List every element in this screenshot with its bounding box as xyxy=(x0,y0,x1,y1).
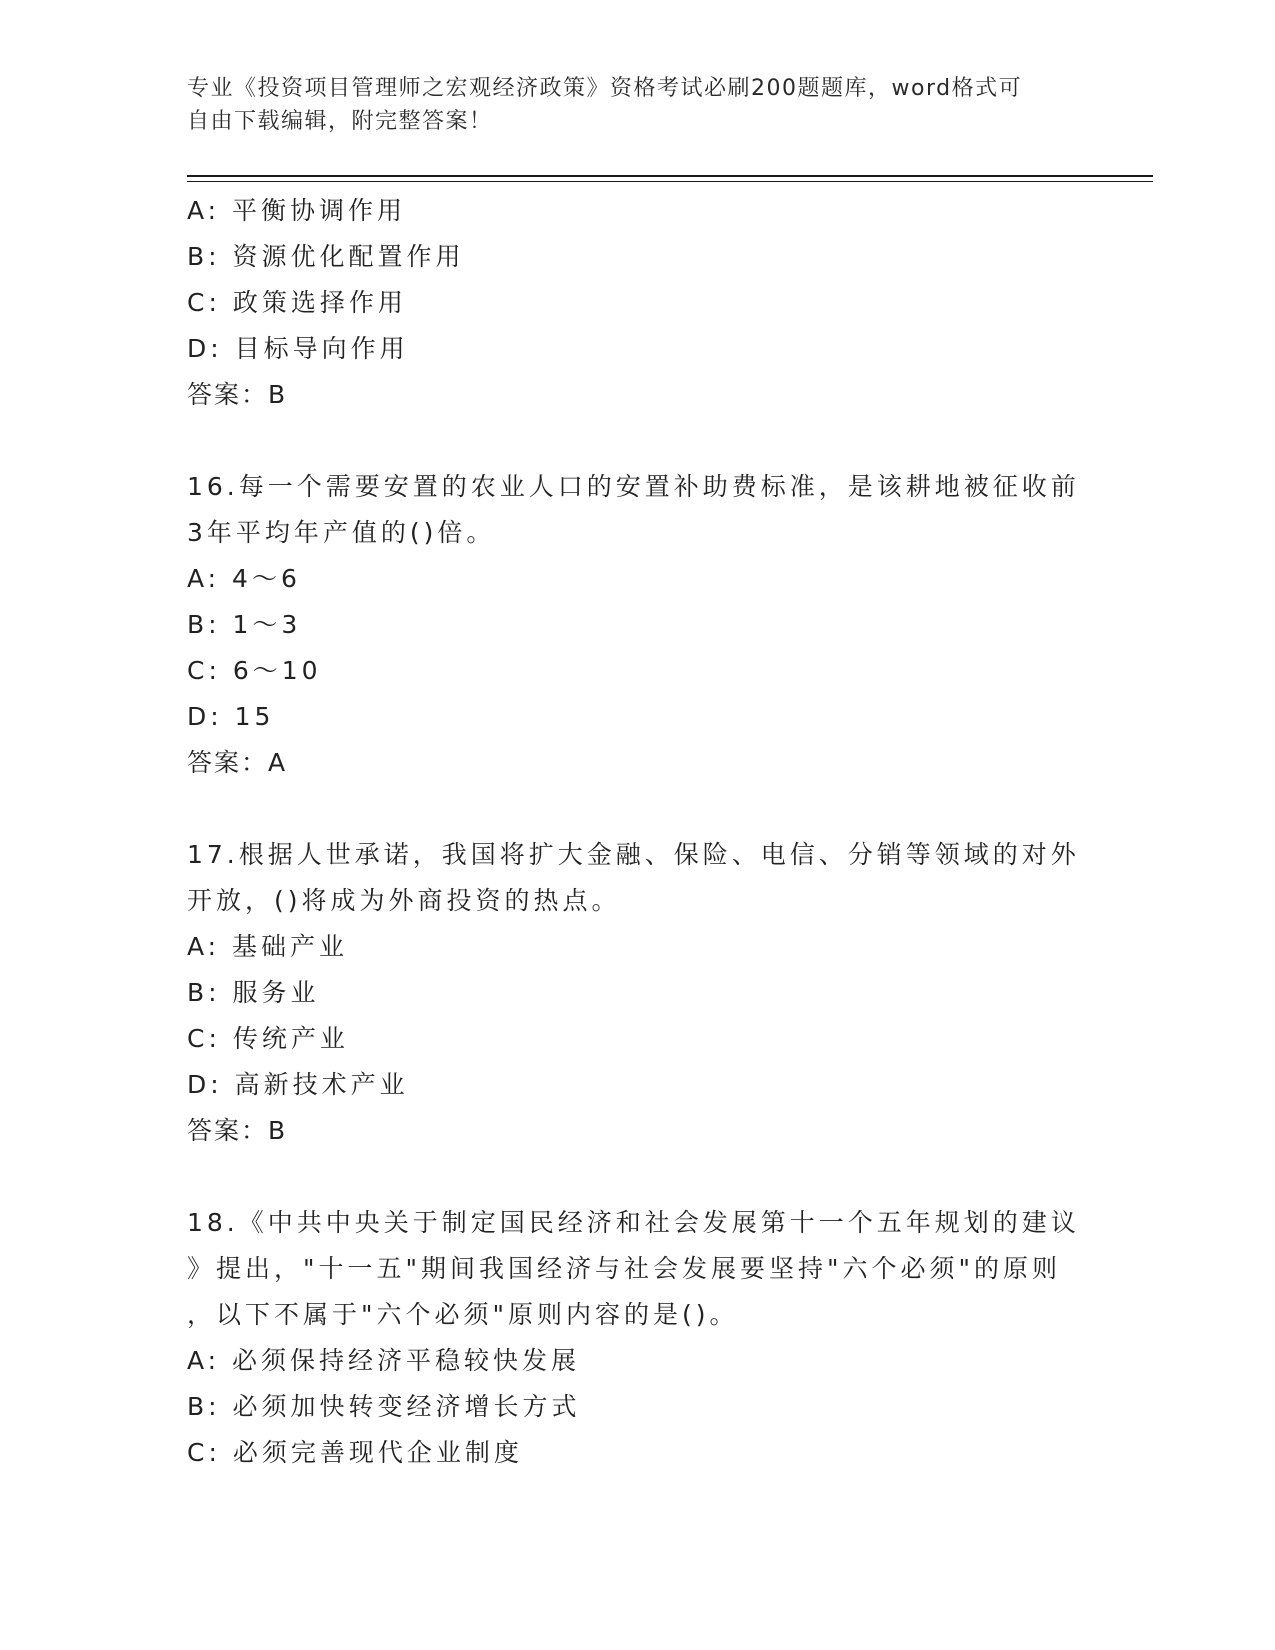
option-b: B: 资源优化配置作用 xyxy=(187,242,465,271)
question-stem-line: 》提出，"十一五"期间我国经济与社会发展要坚持"六个必须"的原则 xyxy=(187,1254,1061,1283)
option-d: D: 高新技术产业 xyxy=(187,1070,409,1099)
document-header xyxy=(187,72,1067,138)
option-c: C: 6～10 xyxy=(187,656,322,685)
question-stem-line: 开放，()将成为外商投资的热点。 xyxy=(187,886,621,915)
answer-line: 答案：A xyxy=(187,748,288,777)
question-list xyxy=(187,188,1087,1476)
header-divider-thin xyxy=(187,181,1153,182)
answer-line: 答案：B xyxy=(187,1116,288,1145)
option-d: D: 15 xyxy=(187,702,275,731)
option-a: A: 平衡协调作用 xyxy=(187,196,407,225)
option-b: B: 必须加快转变经济增长方式 xyxy=(187,1392,581,1421)
question-block-16 xyxy=(187,464,1087,786)
answer-line: 答案：B xyxy=(187,380,288,409)
option-c: C: 传统产业 xyxy=(187,1024,349,1053)
option-d: D: 目标导向作用 xyxy=(187,334,409,363)
question-stem-line: ，以下不属于"六个必须"原则内容的是()。 xyxy=(187,1300,739,1329)
header-divider-thick xyxy=(187,175,1153,177)
question-stem-line: 17.根据人世承诺，我国将扩大金融、保险、电信、分销等领域的对外 xyxy=(187,840,1080,869)
option-c: C: 政策选择作用 xyxy=(187,288,407,317)
option-a: A: 基础产业 xyxy=(187,932,349,961)
question-stem-line: 3年平均年产值的()倍。 xyxy=(187,518,496,547)
option-a: A: 4～6 xyxy=(187,564,301,593)
option-c: C: 必须完善现代企业制度 xyxy=(187,1438,523,1467)
question-stem-line: 18.《中共中央关于制定国民经济和社会发展第十一个五年规划的建议 xyxy=(187,1208,1080,1237)
question-block-18 xyxy=(187,1200,1087,1476)
question-block-prev xyxy=(187,188,1087,418)
question-stem-line: 16.每一个需要安置的农业人口的安置补助费标准，是该耕地被征收前 xyxy=(187,472,1080,501)
option-b: B: 1～3 xyxy=(187,610,302,639)
question-block-17 xyxy=(187,832,1087,1154)
spacer xyxy=(187,1154,1087,1200)
spacer xyxy=(187,418,1087,464)
option-a: A: 必须保持经济平稳较快发展 xyxy=(187,1346,581,1375)
header-line-2: 自由下载编辑，附完整答案！ xyxy=(187,109,493,134)
option-b: B: 服务业 xyxy=(187,978,320,1007)
spacer xyxy=(187,786,1087,832)
header-line-1: 专业《投资项目管理师之宏观经济政策》资格考试必刷200题题库，word格式可 xyxy=(187,76,1023,101)
